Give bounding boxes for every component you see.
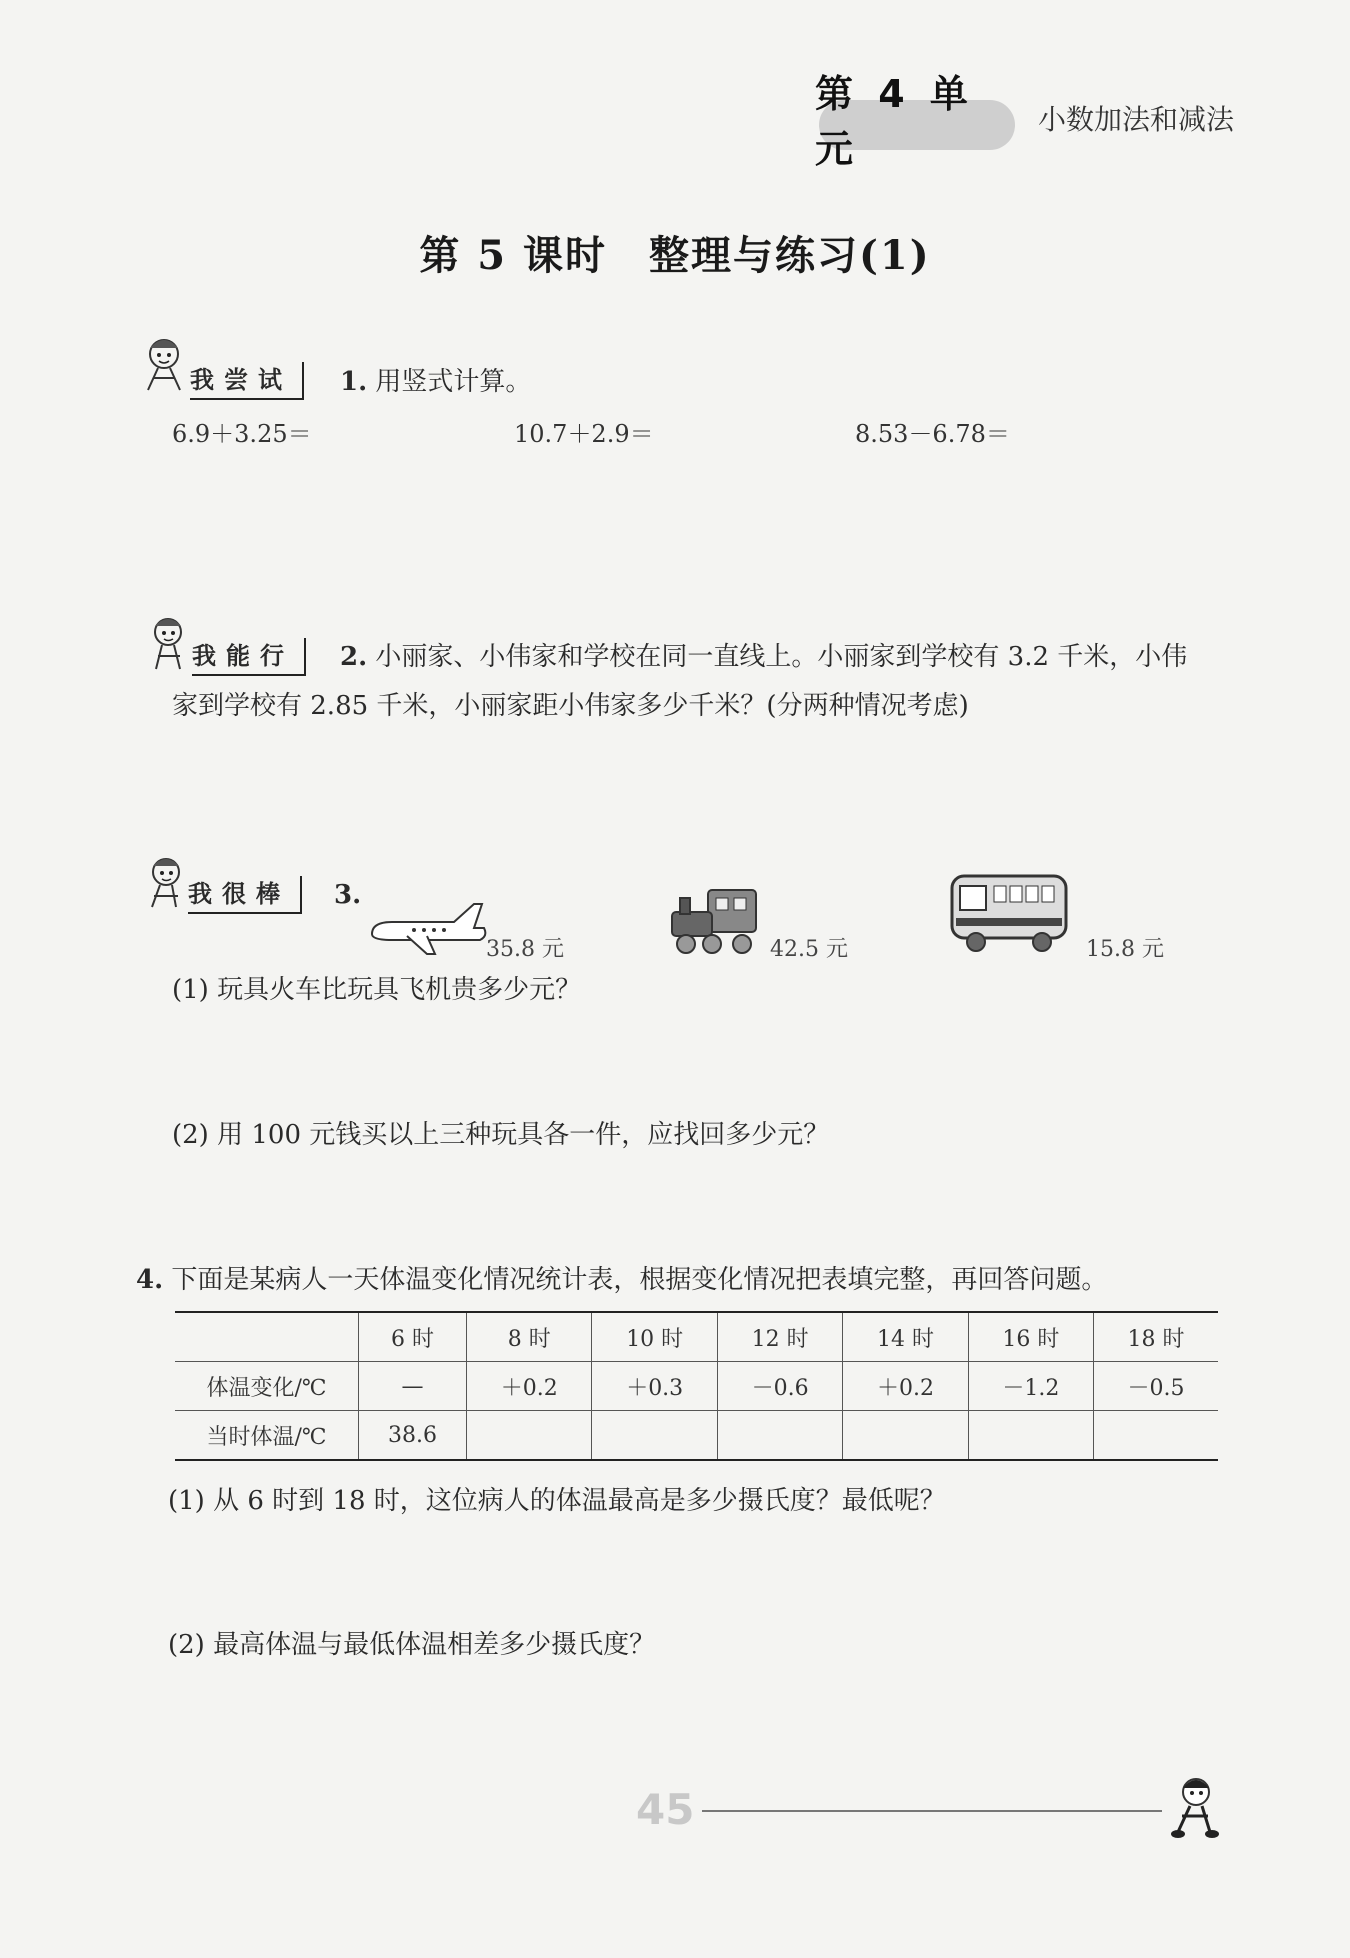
table-cell: ＋0.3 [592, 1362, 717, 1411]
q1-equation: 10.7＋2.9＝ [514, 420, 654, 448]
q1-prompt [340, 357, 531, 407]
table-cell [175, 1312, 359, 1362]
boy-mascot-icon [1160, 1770, 1230, 1840]
q1-number: 1. [340, 367, 368, 397]
footer-rule [702, 1810, 1162, 1812]
table-cell: 18 时 [1094, 1312, 1218, 1362]
table-cell: — [359, 1362, 467, 1411]
table-cell-blank[interactable] [592, 1411, 717, 1461]
table-cell: 10 时 [592, 1312, 717, 1362]
price-train: 42.5 元 [770, 937, 848, 962]
table-cell: －0.6 [717, 1362, 842, 1411]
q1-text: 用竖式计算。 [375, 367, 532, 397]
section-tag-try: 我尝试 [190, 362, 304, 400]
q3-number: 3. [334, 880, 362, 910]
q3-sub1: (1) 玩具火车比玩具飞机贵多少元？ [172, 975, 582, 1005]
q2-text-1: 小丽家、小伟家和学校在同一直线上。小丽家到学校有 3.2 千米，小伟 [375, 642, 1188, 672]
table-cell: ＋0.2 [467, 1362, 592, 1411]
table-row [175, 1411, 1218, 1461]
table-cell: ＋0.2 [843, 1362, 968, 1411]
q2-number: 2. [340, 642, 368, 672]
q4-text: 下面是某病人一天体温变化情况统计表，根据变化情况把表填完整，再回答问题。 [171, 1265, 1108, 1295]
table-cell: 当时体温/℃ [175, 1411, 359, 1461]
table-cell: 38.6 [359, 1411, 467, 1461]
table-cell: －0.5 [1094, 1362, 1218, 1411]
section-tag-great: 我很棒 [188, 876, 302, 914]
table-row [175, 1362, 1218, 1411]
temperature-table [175, 1311, 1218, 1461]
q4-sub1: (1) 从 6 时到 18 时，这位病人的体温最高是多少摄氏度？最低呢？ [168, 1486, 946, 1516]
table-cell-blank[interactable] [843, 1411, 968, 1461]
q1-equation: 8.53－6.78＝ [855, 420, 1010, 448]
table-cell: －1.2 [968, 1362, 1093, 1411]
girl-mascot-icon [128, 330, 198, 400]
toy-train-icon [660, 884, 770, 960]
q2-line2: 家到学校有 2.85 千米，小丽家距小伟家多少千米？(分两种情况考虑) [172, 691, 969, 721]
q4-prompt [136, 1255, 1107, 1305]
unit-badge: 第 4 单元 [815, 92, 1015, 144]
price-bus: 15.8 元 [1086, 937, 1164, 962]
unit-topic: 小数加法和减法 [1038, 103, 1235, 136]
table-cell-blank[interactable] [968, 1411, 1093, 1461]
table-cell: 8 时 [467, 1312, 592, 1362]
table-cell: 体温变化/℃ [175, 1362, 359, 1411]
table-cell-blank[interactable] [1094, 1411, 1218, 1461]
toy-bus-icon [946, 868, 1074, 958]
q2-line1 [340, 632, 1187, 682]
price-airplane: 35.8 元 [486, 937, 564, 962]
table-cell: 6 时 [359, 1312, 467, 1362]
toy-airplane-icon [362, 898, 487, 958]
table-cell-blank[interactable] [467, 1411, 592, 1461]
q1-equation: 6.9＋3.25＝ [172, 420, 312, 448]
table-header-row [175, 1312, 1218, 1362]
q4-sub2: (2) 最高体温与最低体温相差多少摄氏度？ [168, 1630, 656, 1660]
q4-number: 4. [136, 1265, 164, 1295]
q3-sub2: (2) 用 100 元钱买以上三种玩具各一件，应找回多少元？ [172, 1120, 830, 1150]
table-cell: 16 时 [968, 1312, 1093, 1362]
table-cell: 14 时 [843, 1312, 968, 1362]
section-tag-can: 我能行 [192, 638, 306, 676]
lesson-title: 第 5 课时 整理与练习(1) [419, 232, 931, 279]
table-cell-blank[interactable] [717, 1411, 842, 1461]
page-number: 45 [636, 1785, 695, 1834]
table-cell: 12 时 [717, 1312, 842, 1362]
